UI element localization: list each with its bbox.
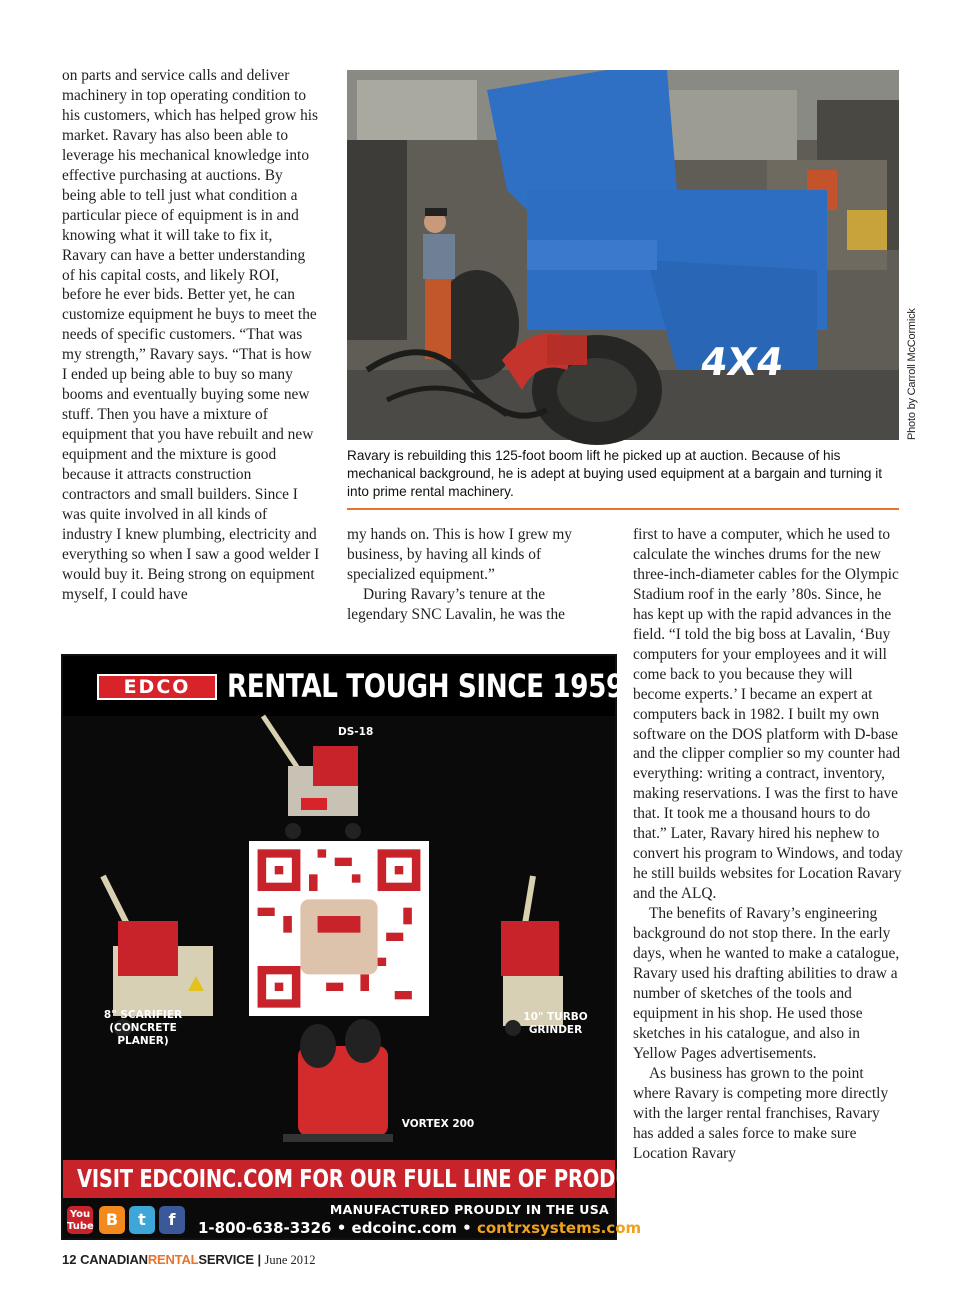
ad-headline: RENTAL TOUGH SINCE 1959 [227,667,624,705]
ad-separator: • [462,1219,472,1237]
page-number: 12 [62,1252,77,1267]
article-column-middle [347,525,595,625]
machine-4x4-label: 4X4 [697,341,787,385]
magazine-name-part: CANADIAN [80,1252,148,1267]
magazine-name-part: SERVICE [198,1252,254,1267]
issue-date: June 2012 [264,1253,316,1267]
page-footer [62,1251,316,1269]
blogger-icon[interactable]: B [99,1206,125,1234]
scarifier-label: 8" SCARIFIER (CONCRETE PLANER) [103,1009,183,1047]
ad-header [63,656,624,716]
edco-advertisement[interactable] [61,654,672,1240]
vortex-image [283,1019,393,1142]
footer-divider: | [257,1252,261,1267]
qr-code[interactable] [249,841,429,1016]
facebook-icon[interactable]: f [159,1206,185,1234]
article-paragraph: As business has grown to the point where Ravary is competing more directly with the larger rental franchises, Ravary has added a sales force to make sure Location Ravary [633,1064,889,1162]
ad-cta-bar[interactable] [63,1160,672,1198]
article-paragraph: first to have a computer, which he used to calculate the winches drums for the new three-inch-diameter cables for the Olympic Stadium roof in the early ’80s. Since, he has kept up with the rapid advances in the field. “I told the big boss at Lavalin, ‘Buy computers for your employees and it will come back to you because they will become experts.’ I became an expert at computers back in 1982. I built my own software on the DOS platform with D-base and the clipper complier so my counter had everything: writing a contract, inventory, making reservations. I was the first to have that. It took me a thousand hours to do that.” Later, Ravary hired his nephew to convert his program to Windows, and today he still builds websites for Location Ravary and the ALQ. [633,526,903,903]
photo-caption: Ravary is rebuilding this 125-foot boom lift he picked up at auction. Because of his mechanical background, he is adept at buying used equipment at a bargain and turning it into prime rental machinery. [347,448,883,499]
article-paragraph: The benefits of Ravary’s engineering background do not stop there. In the early days, when he wanted to make a catalogue, Ravary used his drafting abilities to draw a number of sketches of the tools and equipment in his shop. He used those sketches in his catalogue, and also in Yellow Pages advertisements. [633,905,900,1062]
boom-lift-photo [347,70,899,440]
twitter-icon[interactable]: t [129,1206,155,1234]
ad-manufactured-line: MANUFACTURED PROUDLY IN THE USA [329,1202,609,1217]
ad-cta-text: VISIT EDCOINC.COM FOR OUR FULL LINE OF PRODUCTS [77,1164,672,1193]
article-column-right [633,525,903,1164]
magazine-name [80,1252,254,1267]
article-paragraph: my hands on. This is how I grew my business, by having all kinds of specialized equipment.” [347,526,573,583]
article-paragraph: on parts and service calls and deliver machinery in top operating condition to his customers, which has helped grow his market. Ravary has also been able to leverage his mechanical knowledge into effective purchasing at auctions. By being able to tell just what condition a particular piece of equipment is in and knowing what it will take to fix it, Ravary can have a better understanding of his capital costs, and likely ROI, before he ever bids. Better yet, he can customize equipment he buys to meet the needs of specific customers. “That was my strength,” Ravary says. “That is how I ended up being able to buy so many booms and eventually buying some new stuff. Then you have a mixture of equipment that you have rebuilt and new equipment and the mixture is good because it attracts construction contractors and small builders. Since I was quite involved in all kinds of industry I knew plumbing, electricity and everything so when I saw a good welder I would buy it. Being strong on equipment myself, I could have [62,67,320,603]
vortex-label: VORTEX 200 [401,1118,475,1130]
social-icons [67,1206,187,1236]
youtube-icon[interactable]: You Tube [67,1206,93,1234]
article-paragraph: During Ravary’s tenure at the legendary SNC Lavalin, he was the [347,585,565,623]
turbo-grinder-label: 10" TURBO GRINDER [523,1011,588,1036]
ad-site-edcoinc[interactable]: edcoinc.com [351,1219,457,1237]
edco-logo: EDCO [97,674,217,700]
photo-credit: Photo by Carroll McCormick [906,308,918,440]
caption-divider [347,508,899,510]
article-column-left [62,66,320,605]
ad-phone[interactable]: 1-800-638-3326 [198,1219,332,1237]
ad-contact-line [198,1218,642,1238]
ad-site-contrx[interactable]: contrxsystems.com [476,1219,642,1237]
magazine-name-part: RENTAL [147,1252,199,1267]
ds18-label: DS-18 [338,726,374,738]
ad-separator: • [336,1219,347,1237]
